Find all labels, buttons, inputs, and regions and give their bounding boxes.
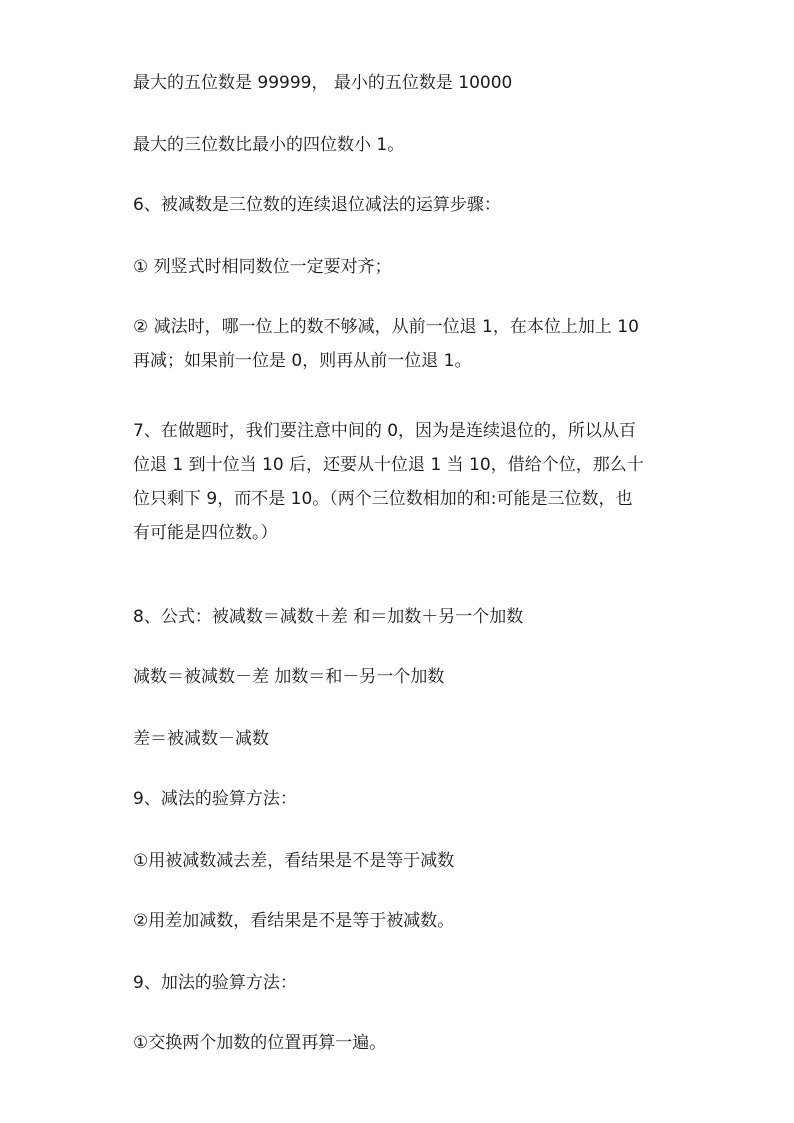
paragraph-five-digit-range <box>133 66 663 100</box>
item-7 <box>133 414 663 550</box>
text-line: 位只剩下 9，而不是 10。（两个三位数相加的和:可能是三位数，也 <box>133 489 633 509</box>
subtraction-check-1 <box>133 844 663 878</box>
addition-check-1 <box>133 1026 663 1060</box>
formula-difference <box>133 722 663 756</box>
text-line: 8、公式：被减数＝减数＋差 和＝加数＋另一个加数 <box>133 607 524 627</box>
heading-subtraction-check <box>133 782 663 816</box>
text-line: 7、在做题时，我们要注意中间的 0，因为是连续退位的，所以从百 <box>133 421 637 441</box>
text-line: 再减；如果前一位是 0，则再从前一位退 1。 <box>133 351 472 371</box>
heading-item-6 <box>133 188 663 222</box>
text-line: 减数＝被减数－差 加数＝和－另一个加数 <box>133 667 445 687</box>
text-line: ②用差加减数，看结果是不是等于被减数。 <box>133 911 455 931</box>
subtraction-check-2 <box>133 904 663 938</box>
text-line: ①交换两个加数的位置再算一遍。 <box>133 1033 387 1053</box>
paragraph-three-four-digit <box>133 128 663 162</box>
text-line: 9、加法的验算方法： <box>133 973 297 993</box>
item-8-formula <box>133 600 663 634</box>
heading-addition-check <box>133 966 663 1000</box>
text-line: ①用被减数减去差，看结果是不是等于减数 <box>133 851 455 871</box>
text-line: 位退 1 到十位当 10 后，还要从十位退 1 当 10，借给个位，那么十 <box>133 455 644 475</box>
text-line: 差＝被减数－减数 <box>133 729 269 749</box>
step-1 <box>133 250 663 284</box>
text-line: 最大的三位数比最小的四位数小 1。 <box>133 135 405 155</box>
step-2 <box>133 310 663 378</box>
text-line: 有可能是四位数。） <box>133 523 278 543</box>
formula-subtrahend <box>133 660 663 694</box>
text-line: 最大的五位数是 99999， 最小的五位数是 10000 <box>133 73 513 93</box>
text-line: ② 减法时，哪一位上的数不够减，从前一位退 1，在本位上加上 10 <box>133 317 639 337</box>
text-line: 9、减法的验算方法： <box>133 789 297 809</box>
text-line: ① 列竖式时相同数位一定要对齐； <box>133 257 392 277</box>
text-line: 6、被减数是三位数的连续退位减法的运算步骤： <box>133 195 501 215</box>
